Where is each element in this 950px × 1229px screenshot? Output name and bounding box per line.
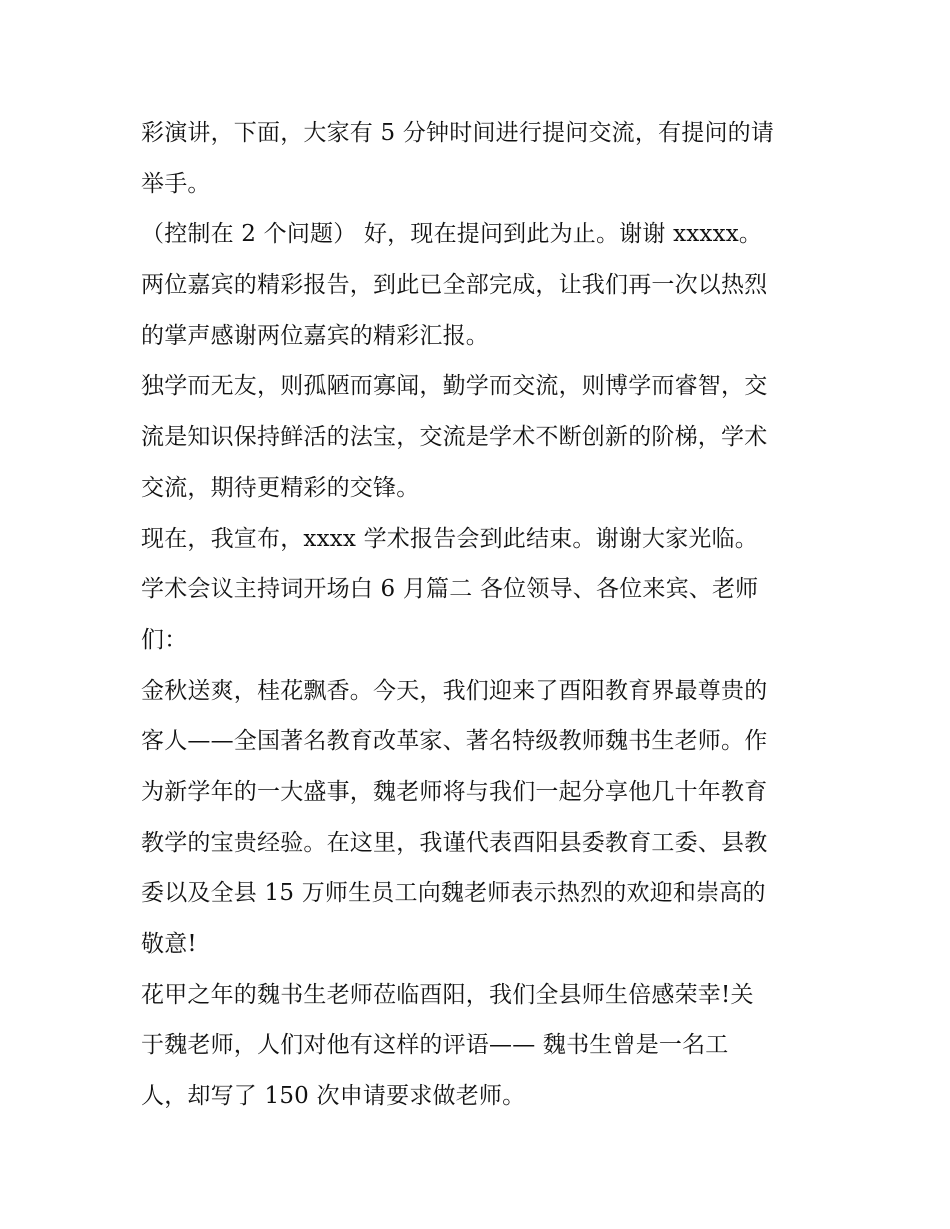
- text-line: 彩演讲，下面，大家有 5 分钟时间进行提问交流，有提问的请: [141, 120, 775, 146]
- text-line: 学术会议主持词开场白 6 月篇二 各位领导、各位来宾、老师: [141, 576, 759, 603]
- text-line: 们：: [141, 626, 188, 653]
- text-line: 交流，期待更精彩的交锋。: [141, 474, 420, 501]
- text-line: 现在，我宣布，xxxx 学术报告会到此结束。谢谢大家光临。: [141, 525, 758, 552]
- text-line: 花甲之年的魏书生老师莅临酉阳，我们全县师生倍感荣幸!关: [141, 981, 754, 1008]
- text-line: 独学而无友，则孤陋而寡闻，勤学而交流，则博学而睿智，交: [141, 373, 768, 400]
- text-line: 流是知识保持鲜活的法宝，交流是学术不断创新的阶梯，学术: [141, 424, 768, 451]
- text-line: 举手。: [141, 170, 211, 197]
- text-line: 教学的宝贵经验。在这里，我谨代表酉阳县委教育工委、县教: [141, 829, 768, 856]
- text-line: 的掌声感谢两位嘉宾的精彩汇报。: [141, 322, 489, 349]
- text-line: 两位嘉宾的精彩报告，到此已全部完成，让我们再一次以热烈: [141, 272, 768, 299]
- text-line: 人，却写了 150 次申请要求做老师。: [141, 1083, 526, 1110]
- text-line: （控制在 2 个问题） 好，现在提问到此为止。谢谢 xxxxx。: [141, 221, 763, 248]
- text-line: 客人——全国著名教育改革家、著名特级教师魏书生老师。作: [141, 728, 768, 755]
- text-line: 为新学年的一大盛事，魏老师将与我们一起分享他几十年教育: [141, 778, 768, 805]
- text-line: 敬意!: [141, 931, 197, 957]
- text-line: 于魏老师，人们对他有这样的评语—— 魏书生曾是一名工: [141, 1032, 729, 1059]
- text-line: 委以及全县 15 万师生员工向魏老师表示热烈的欢迎和崇高的: [141, 880, 766, 907]
- text-line: 金秋送爽，桂花飘香。今天，我们迎来了酉阳教育界最尊贵的: [141, 677, 768, 704]
- document-body: [141, 108, 821, 1122]
